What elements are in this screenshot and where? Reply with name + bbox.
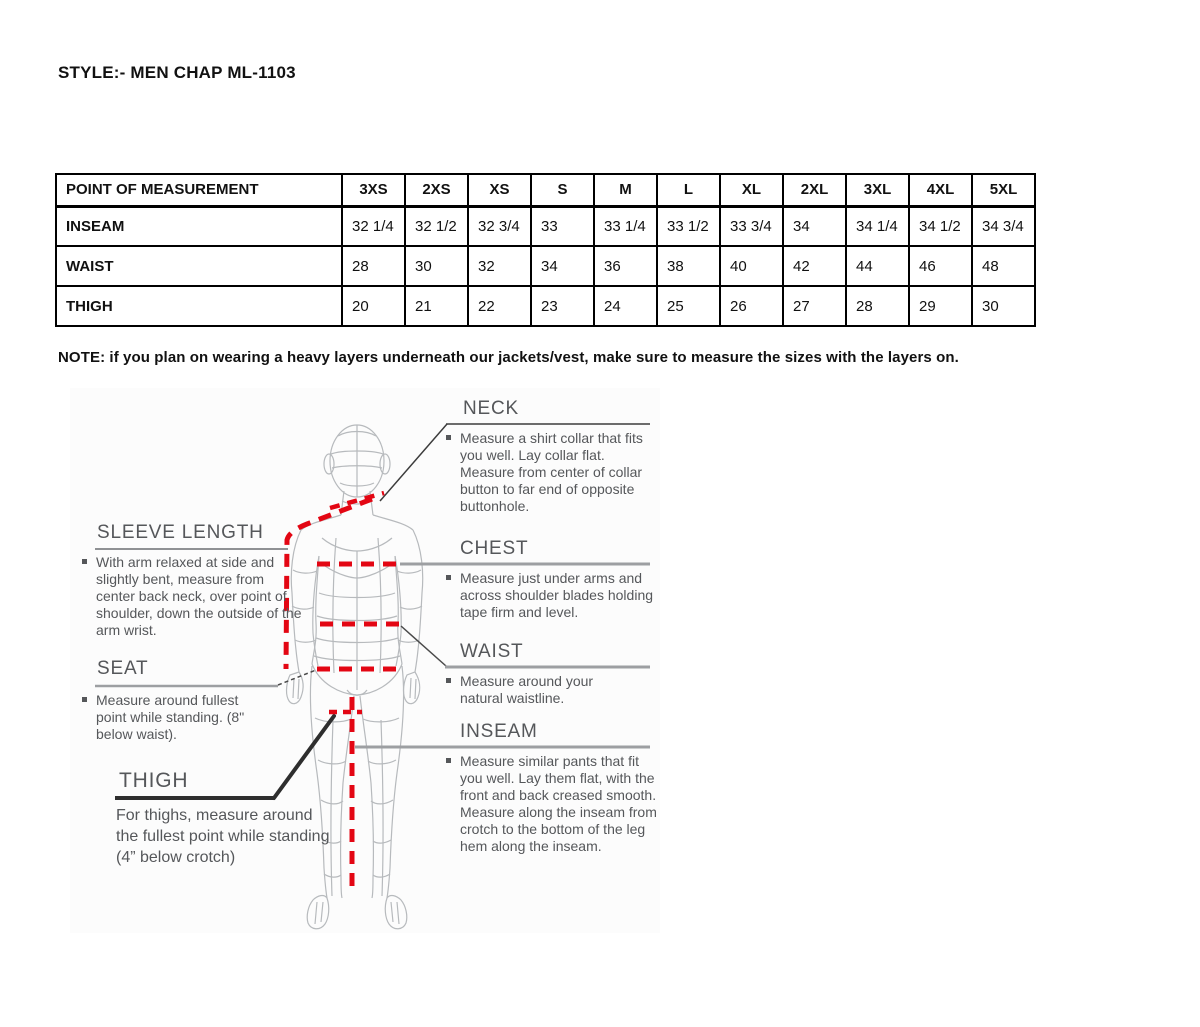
chest-section-body: Measure just under arms and across shoulder blades holding tape firm and level. [446, 570, 658, 621]
table-cell: 34 1/2 [909, 206, 972, 246]
column-header: 2XS [405, 174, 468, 206]
table-cell: 33 1/2 [657, 206, 720, 246]
chest-section-heading: CHEST [460, 538, 529, 559]
bullet-square-icon [82, 559, 87, 564]
row-label: THIGH [56, 286, 342, 326]
bullet-square-icon [446, 435, 451, 440]
column-header: L [657, 174, 720, 206]
note-text: NOTE: if you plan on wearing a heavy layers underneath our jackets/vest, make sure to measure the sizes with the layers on. [58, 349, 959, 366]
table-cell: 28 [342, 246, 405, 286]
column-header: 5XL [972, 174, 1035, 206]
table-cell: 48 [972, 246, 1035, 286]
table-row [56, 206, 1035, 246]
table-cell: 24 [594, 286, 657, 326]
table-cell: 27 [783, 286, 846, 326]
column-header: S [531, 174, 594, 206]
table-cell: 44 [846, 246, 909, 286]
waist-section-heading: WAIST [460, 641, 524, 662]
table-cell: 38 [657, 246, 720, 286]
seat-section-body: Measure around fullest point while standing. (8" below waist). [82, 692, 272, 743]
table-cell: 46 [909, 246, 972, 286]
table-cell: 33 [531, 206, 594, 246]
column-header: POINT OF MEASUREMENT [56, 174, 342, 206]
sleeve-length-section-heading: SLEEVE LENGTH [97, 522, 264, 543]
column-header: M [594, 174, 657, 206]
table-cell: 30 [405, 246, 468, 286]
column-header: 3XS [342, 174, 405, 206]
bullet-square-icon [446, 575, 451, 580]
column-header: XS [468, 174, 531, 206]
bullet-square-icon [446, 678, 451, 683]
table-cell: 34 1/4 [846, 206, 909, 246]
table-row [56, 246, 1035, 286]
table-cell: 28 [846, 286, 909, 326]
table-cell: 33 1/4 [594, 206, 657, 246]
table-cell: 34 [531, 246, 594, 286]
bullet-square-icon [446, 758, 451, 763]
thigh-section-body: For thighs, measure around the fullest point while standing (4” below crotch) [116, 807, 330, 866]
table-cell: 32 1/4 [342, 206, 405, 246]
table-cell: 30 [972, 286, 1035, 326]
table-cell: 34 [783, 206, 846, 246]
table-cell: 33 3/4 [720, 206, 783, 246]
table-cell: 25 [657, 286, 720, 326]
table-cell: 34 3/4 [972, 206, 1035, 246]
table-header-row [56, 174, 1035, 206]
neck-section-body: Measure a shirt collar that fits you well. Lay collar flat. Measure from center of collar button to far end of opposite buttonhole. [446, 430, 652, 515]
table-cell: 26 [720, 286, 783, 326]
row-label: INSEAM [56, 206, 342, 246]
column-header: XL [720, 174, 783, 206]
neck-section-heading: NECK [463, 398, 519, 419]
table-cell: 20 [342, 286, 405, 326]
row-label: WAIST [56, 246, 342, 286]
page-title: STYLE:- MEN CHAP ML-1103 [58, 63, 296, 82]
seat-section-heading: SEAT [97, 658, 149, 679]
column-header: 4XL [909, 174, 972, 206]
sleeve-length-section-body: With arm relaxed at side and slightly bent, measure from center back neck, over point of shoulder, down the outside of the arm wrist. [82, 554, 304, 639]
table-cell: 32 1/2 [405, 206, 468, 246]
size-table [55, 173, 1036, 327]
table-cell: 29 [909, 286, 972, 326]
column-header: 3XL [846, 174, 909, 206]
thigh-section-heading: THIGH [119, 769, 189, 792]
measurement-diagram [70, 388, 660, 933]
inseam-section-heading: INSEAM [460, 721, 538, 742]
table-cell: 22 [468, 286, 531, 326]
inseam-section-body: Measure similar pants that fit you well. Lay them flat, with the front and back creased smooth. Measure along the inseam from crotch to the bottom of the leg hem along the inseam. [446, 753, 658, 855]
table-cell: 42 [783, 246, 846, 286]
table-cell: 32 [468, 246, 531, 286]
waist-section-body: Measure around your natural waistline. [446, 673, 636, 707]
table-cell: 21 [405, 286, 468, 326]
bullet-square-icon [82, 697, 87, 702]
table-cell: 32 3/4 [468, 206, 531, 246]
table-cell: 23 [531, 286, 594, 326]
table-cell: 36 [594, 246, 657, 286]
table-cell: 40 [720, 246, 783, 286]
table-row [56, 286, 1035, 326]
column-header: 2XL [783, 174, 846, 206]
